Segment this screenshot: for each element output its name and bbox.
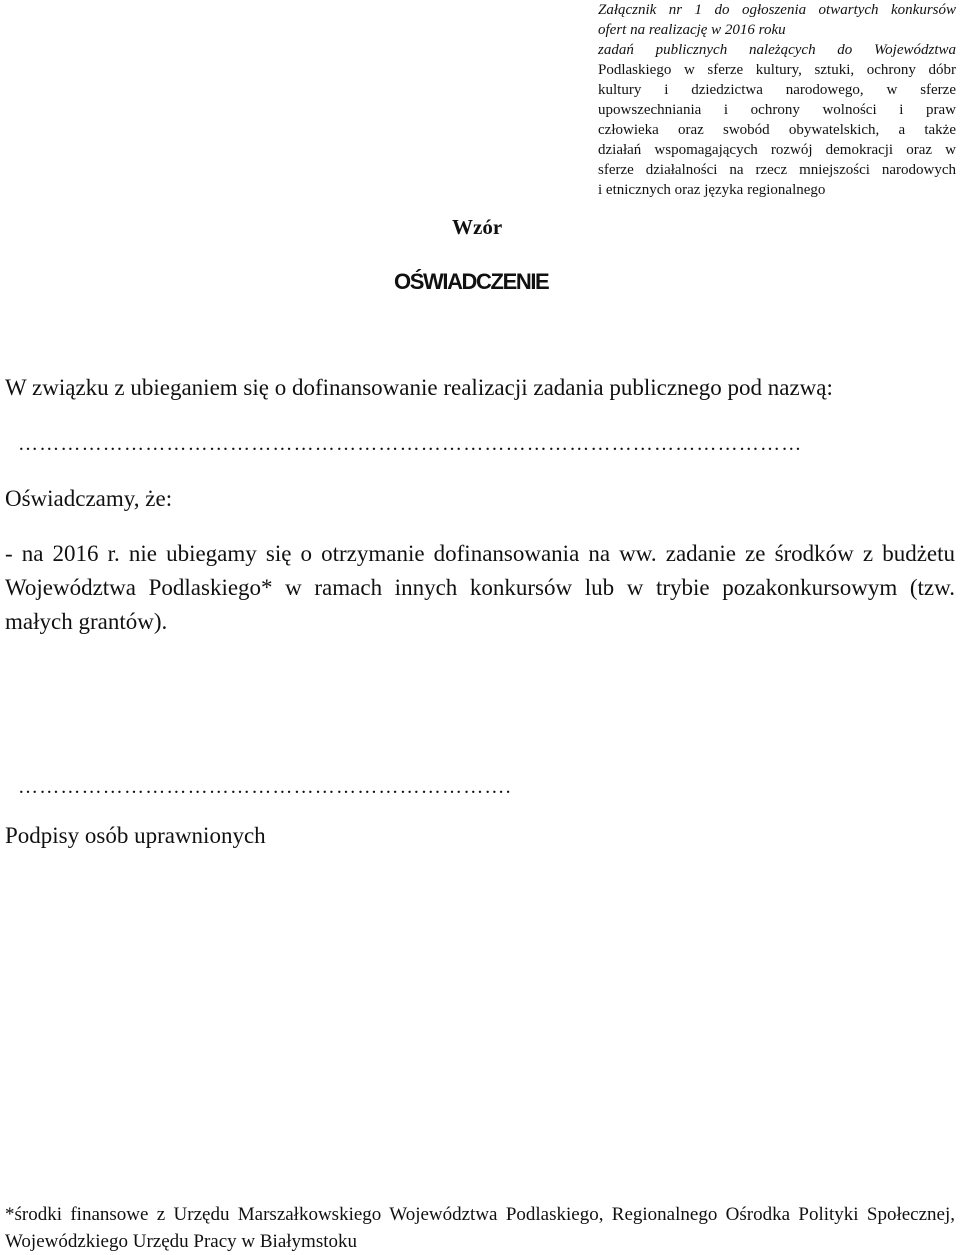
intro-text: W związku z ubieganiem się o dofinansowanie realizacji zadania publicznego pod nazwą: [5,375,833,400]
footnote: *środki finansowe z Urzędu Marszałkowskiego Województwa Podlaskiego, Regionalnego Ośrodka Polityki Społecznej, Wojewódzkiego Urzędu Pracy w Białymstoku [5,1204,955,1252]
annex-line-7: człowieka oraz swobód obywatelskich, a także [598,122,956,138]
annex-note [598,0,956,200]
annex-line-4: Podlaskiego w sferze kultury, sztuki, ochrony dóbr [598,62,956,78]
annex-line-5: kultury i dziedzictwa narodowego, w sferze [598,82,956,98]
annex-line-1: Załącznik nr 1 do ogłoszenia otwartych konkursów [598,2,956,18]
template-label: Wzór [452,215,503,239]
declaration-statement: - na 2016 r. nie ubiegamy się o otrzymanie dofinansowania na ww. zadanie ze środków z budżetu Województwa Podlaskiego* w ramach innych konkursów lub w trybie pozakonkursowym (tzw. małych grantów). [5,541,955,634]
annex-line-9: sferze działalności na rzecz mniejszości narodowych [598,162,956,178]
signature-field[interactable]: ……………………………………………………………. [18,776,512,798]
annex-line-10: i etnicznych oraz języka regionalnego [598,182,826,198]
page-title: OŚWIADCZENIE [394,269,549,294]
declaration-label: Oświadczamy, że: [5,486,173,511]
annex-line-8: działań wspomagających rozwój demokracji oraz w [598,142,956,158]
task-name-field[interactable]: ………………………………………………………………………………………………… [18,433,803,455]
annex-line-6: upowszechniania i ochrony wolności i praw [598,102,956,118]
signature-label: Podpisy osób uprawnionych [5,823,266,848]
annex-line-2: ofert na realizację w 2016 roku [598,22,786,38]
annex-line-3: zadań publicznych należących do Województwa [598,42,956,58]
